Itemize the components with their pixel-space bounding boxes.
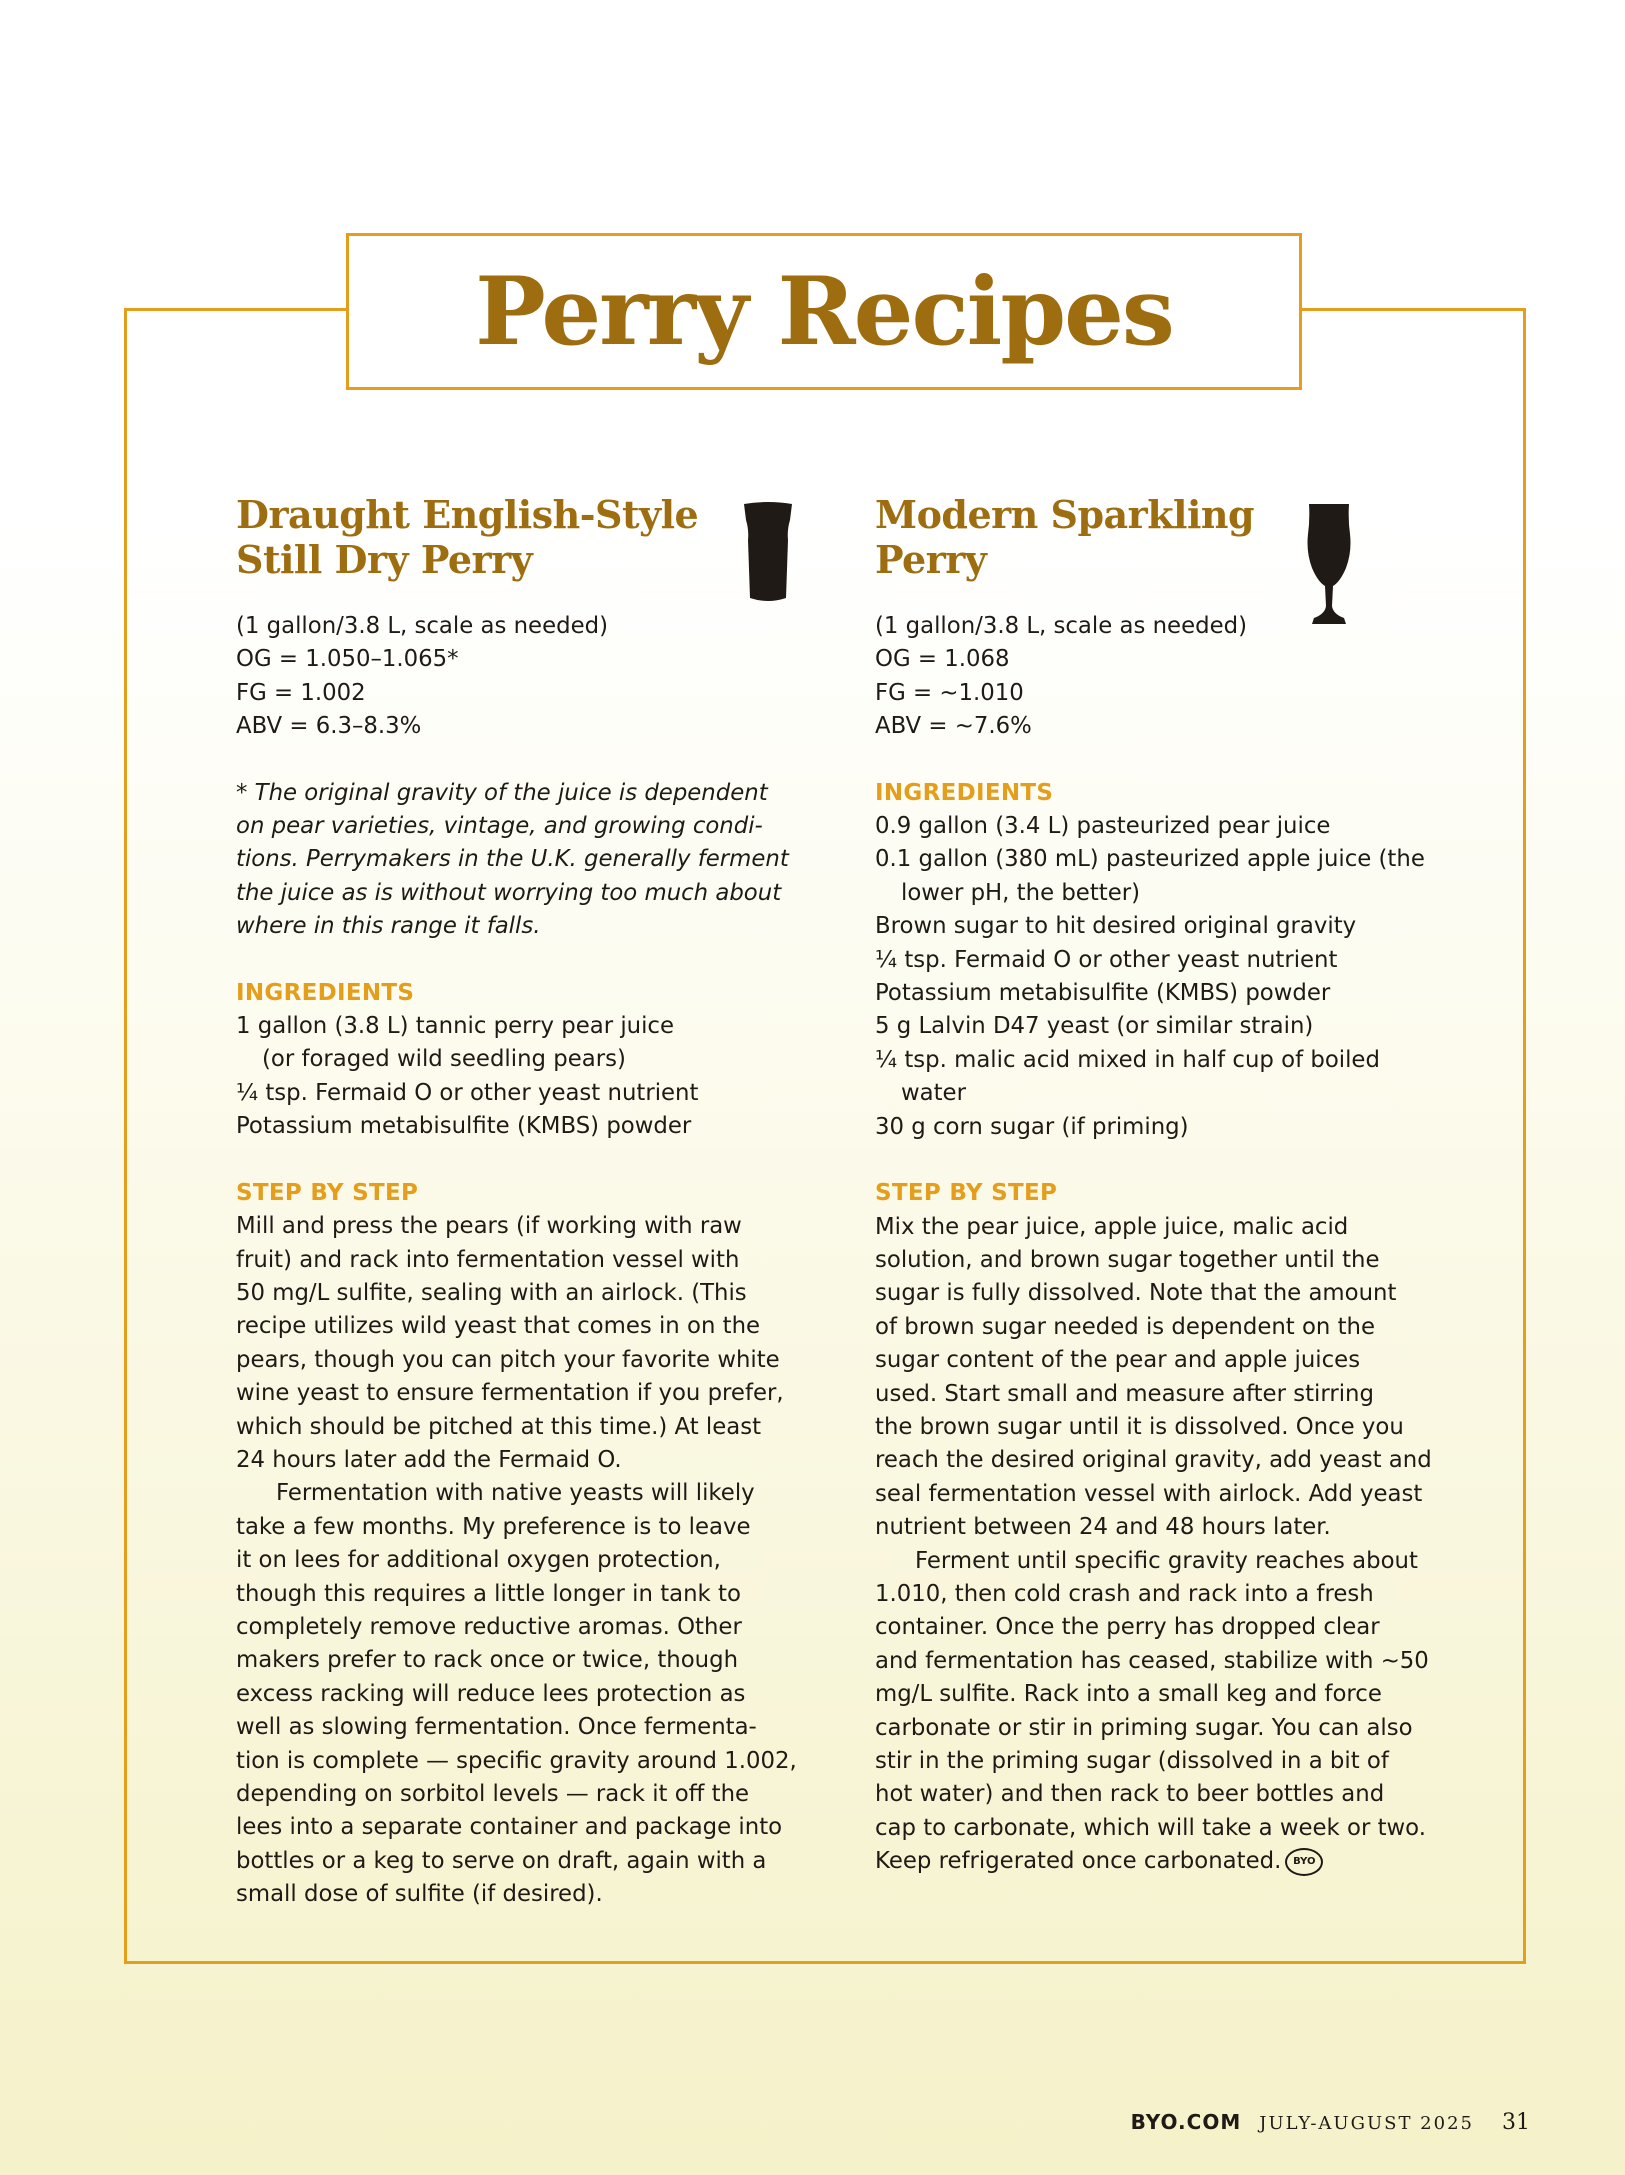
recipe-header — [236, 492, 796, 610]
note-line: where in this range it falls. — [236, 913, 541, 940]
recipe-stats — [875, 610, 1435, 744]
stat-line: (1 gallon/3.8 L, scale as needed) — [236, 613, 608, 639]
step-line: recipe utilizes wild yeast that comes in on the — [236, 1313, 761, 1340]
step-line — [875, 1845, 1435, 1878]
step-line: excess racking will reduce lees protection as — [236, 1680, 746, 1707]
step-line: 1.010, then cold crash and rack into a fresh — [875, 1580, 1374, 1607]
recipe-title — [236, 492, 796, 582]
tulip-glass-icon — [1306, 502, 1352, 626]
recipe-column-right — [875, 492, 1435, 1879]
step-line: hot water) and then rack to beer bottles and — [875, 1781, 1385, 1808]
step-line: used. Start small and measure after stirring — [875, 1380, 1374, 1407]
stat-line: OG = 1.050–1.065* — [236, 646, 459, 673]
recipe-title-line1: Modern Sparkling — [875, 492, 1255, 537]
step-line: reach the desired original gravity, add yeast and — [875, 1447, 1432, 1474]
ingredients-list — [875, 810, 1435, 1144]
step-line: seal fermentation vessel with airlock. Add yeast — [875, 1480, 1423, 1507]
step-line: carbonate or stir in priming sugar. You can also — [875, 1714, 1413, 1741]
pint-glass-icon — [740, 500, 796, 606]
ingredient-item: Potassium metabisulfite (KMBS) powder — [236, 1113, 692, 1140]
step-line: small dose of sulfite (if desired). — [236, 1881, 603, 1908]
step-line: solution, and brown sugar together until the — [875, 1246, 1380, 1273]
byo-end-logo: BYO — [1285, 1848, 1323, 1876]
ingredient-item-cont: lower pH, the better) — [901, 879, 1140, 906]
step-line: though this requires a little longer in tank to — [236, 1580, 741, 1607]
title-box — [346, 233, 1302, 390]
step-line: depending on sorbitol levels — rack it off the — [236, 1781, 750, 1807]
step-line: mg/L sulfite. Rack into a small keg and force — [875, 1681, 1382, 1708]
step-line: stir in the priming sugar (dissolved in a bit of — [875, 1748, 1389, 1774]
note-line: * The original gravity of the juice is dependent — [236, 779, 768, 806]
step-line: and fermentation has ceased, stabilize with ~50 — [875, 1647, 1429, 1674]
ingredient-item: Potassium metabisulfite (KMBS) powder — [875, 980, 1331, 1007]
ingredient-item: 30 g corn sugar (if priming) — [875, 1113, 1189, 1140]
ingredient-item: 0.1 gallon (380 mL) pasteurized apple juice (the — [875, 846, 1425, 873]
step-line: sugar content of the pear and apple juices — [875, 1347, 1361, 1374]
steps-text — [236, 1210, 796, 1912]
step-line: sugar is fully dissolved. Note that the amount — [875, 1280, 1397, 1307]
recipe-title-line2: Still Dry Perry — [236, 537, 533, 582]
step-line: well as slowing fermentation. Once fermenta- — [236, 1714, 757, 1741]
gravity-note — [236, 777, 796, 944]
ingredients-list — [236, 1010, 796, 1144]
page-number: 31 — [1502, 2110, 1530, 2135]
step-line: of brown sugar needed is dependent on the — [875, 1313, 1376, 1340]
recipe-title-line1: Draught English-Style — [236, 492, 699, 537]
step-line: 50 mg/L sulfite, sealing with an airlock. (This — [236, 1279, 747, 1306]
step-line: Mill and press the pears (if working with raw — [236, 1213, 742, 1240]
step-line: Ferment until specific gravity reaches about — [915, 1547, 1418, 1574]
ingredient-item: 0.9 gallon (3.4 L) pasteurized pear juice — [875, 813, 1331, 840]
page-footer — [1110, 2110, 1530, 2135]
ingredient-item-cont: (or foraged wild seedling pears) — [262, 1046, 626, 1073]
recipe-column-left — [236, 492, 796, 1912]
stat-line: ABV = ~7.6% — [875, 713, 1032, 740]
step-line: pears, though you can pitch your favorite white — [236, 1346, 780, 1373]
step-line: fruit) and rack into fermentation vessel with — [236, 1246, 740, 1273]
ingredient-item: 5 g Lalvin D47 yeast (or similar strain) — [875, 1013, 1314, 1040]
note-line: tions. Perrymakers in the U.K. generally ferment — [236, 846, 789, 873]
steps-text — [875, 1211, 1435, 1879]
step-line: 24 hours later add the Fermaid O. — [236, 1446, 622, 1473]
steps-heading: STEP BY STEP — [236, 1179, 419, 1206]
footer-issue: JULY-AUGUST 2025 — [1259, 2113, 1474, 2134]
recipe-title-line2: Perry — [875, 537, 987, 582]
ingredient-item: ¼ tsp. Fermaid O or other yeast nutrient — [236, 1079, 699, 1106]
step-line: which should be pitched at this time.) At least — [236, 1413, 762, 1440]
ingredient-item: Brown sugar to hit desired original gravity — [875, 913, 1357, 940]
ingredient-item: 1 gallon (3.8 L) tannic perry pear juice — [236, 1013, 674, 1040]
step-line: take a few months. My preference is to leave — [236, 1513, 751, 1540]
note-line: the juice as is without worrying too much about — [236, 879, 782, 906]
step-line: Mix the pear juice, apple juice, malic acid — [875, 1213, 1349, 1240]
step-line: cap to carbonate, which will take a week or two. — [875, 1814, 1426, 1841]
step-line: completely remove reductive aromas. Other — [236, 1613, 742, 1640]
step-line: tion is complete — specific gravity around 1.002, — [236, 1747, 797, 1774]
stat-line: FG = 1.002 — [236, 679, 366, 706]
step-line: lees into a separate container and package into — [236, 1814, 783, 1841]
step-line: it on lees for additional oxygen protection, — [236, 1547, 721, 1574]
step-line: makers prefer to rack once or twice, though — [236, 1647, 739, 1674]
ingredient-item-cont: water — [901, 1080, 966, 1107]
step-line-text: Keep refrigerated once carbonated. — [875, 1848, 1282, 1875]
step-line: nutrient between 24 and 48 hours later. — [875, 1514, 1331, 1541]
stat-line: (1 gallon/3.8 L, scale as needed) — [875, 613, 1247, 639]
step-line: bottles or a keg to serve on draft, again with a — [236, 1847, 767, 1874]
ingredients-heading: INGREDIENTS — [236, 979, 415, 1006]
stat-line: ABV = 6.3–8.3% — [236, 713, 422, 740]
step-line: the brown sugar until it is dissolved. Once you — [875, 1413, 1404, 1440]
steps-heading: STEP BY STEP — [875, 1180, 1058, 1207]
step-line: container. Once the perry has dropped clear — [875, 1614, 1380, 1641]
recipe-stats — [236, 610, 796, 744]
step-line: Fermentation with native yeasts will likely — [276, 1480, 755, 1507]
step-line: wine yeast to ensure fermentation if you prefer, — [236, 1380, 784, 1407]
footer-site: BYO.COM — [1130, 2110, 1242, 2134]
stat-line: OG = 1.068 — [875, 646, 1010, 673]
ingredient-item: ¼ tsp. malic acid mixed in half cup of boiled — [875, 1046, 1380, 1073]
ingredients-heading: INGREDIENTS — [875, 779, 1054, 806]
page-title: Perry Recipes — [475, 256, 1173, 367]
ingredient-item: ¼ tsp. Fermaid O or other yeast nutrient — [875, 946, 1338, 973]
note-line: on pear varieties, vintage, and growing condi- — [236, 813, 763, 840]
stat-line: FG = ~1.010 — [875, 679, 1024, 706]
